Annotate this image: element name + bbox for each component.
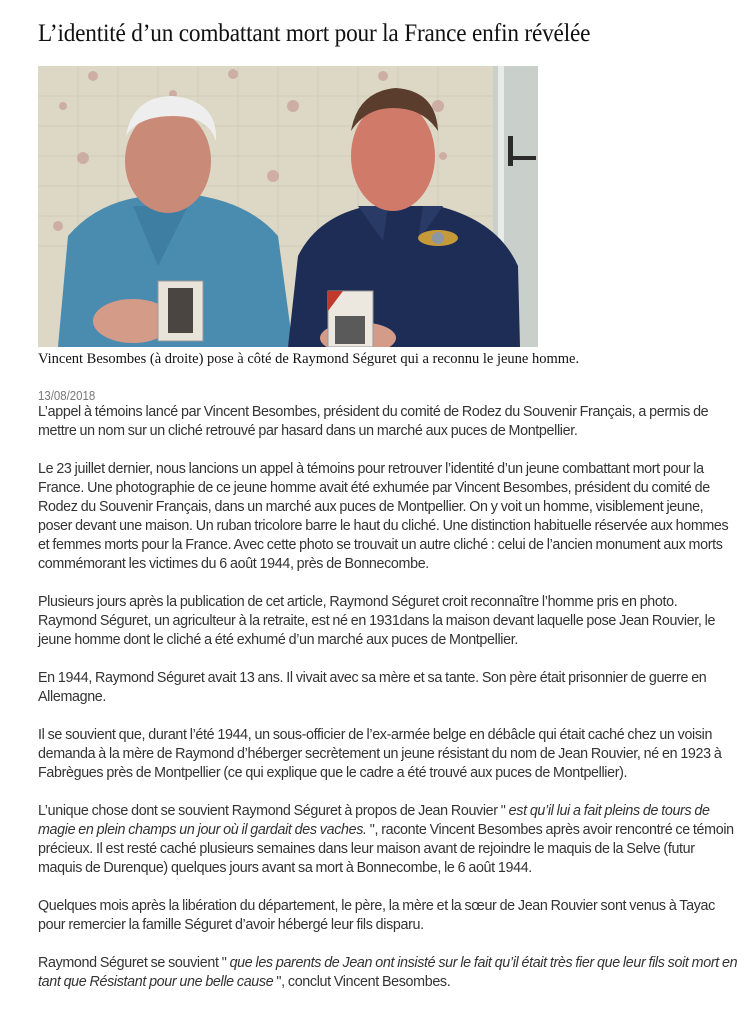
publish-date: 13/08/2018 [38,388,96,403]
paragraph: Il se souvient que, durant l’été 1944, un sous-officier de l’ex-armée belge en débâcle qui était caché chez un voisin demanda à la mère de Raymond d’héberger secrètement un jeune résistant du nom de Jean Rouvier, né en 1923 à Fabrègues près de Montpellier (ce qui explique que le cadre a été trouvé aux puces de Montpellier). [38,727,722,781]
paragraph: Le 23 juillet dernier, nous lancions un appel à témoins pour retrouver l’identité d’un jeune combattant mort pour la France. Une photographie de ce jeune homme avait été exhumée par Vincent Besombes, président du comité de Rodez du Souvenir Français, dans un marché aux puces de Montpellier. On y voit un homme, visiblement jeune, poser devant une maison. Un ruban tricolore barre le haut du cliché. Une distinction habituelle réservée aux hommes et femmes morts pour la France. Avec cette photo se trouvait un autre cliché : celui de l’ancien monument aux morts commémorant les victimes du 6 août 1944, près de Bonnecombe. [38,461,729,572]
paragraph-text: Raymond Séguret se souvient " [38,955,230,971]
paragraph-text: ", raconte Vincent Besombes après avoir rencontré ce témoin précieux. Il est resté caché plusieurs semaines dans leur maison avant de rejoindre le maquis de la Selve (futur maquis de Durenque) quelques jours avant sa mort à Bonnecombe, le 6 août 1944. [38,822,734,876]
paragraph-text: L’unique chose dont se souvient Raymond Séguret à propos de Jean Rouvier " [38,803,509,819]
article-lead: L’appel à témoins lancé par Vincent Besombes, président du comité de Rodez du Souvenir Français, a permis de mettre un nom sur un cliché retrouvé par hasard dans un marché aux puces de Montpellier. [38,404,709,439]
photo-illustration [38,66,538,347]
paragraph: Quelques mois après la libération du département, le père, la mère et la sœur de Jean Rouvier sont venus à Tayac pour remercier la famille Séguret d’avoir hébergé leur fils disparu. [38,898,715,933]
quote: est qu’il lui a fait pleins de tours de magie en plein champs un jour où il gardait des vaches. [38,803,710,838]
paragraph-with-quote [38,802,738,878]
paragraph-with-quote [38,954,738,992]
paragraph: En 1944, Raymond Séguret avait 13 ans. Il vivait avec sa mère et sa tante. Son père était prisonnier de guerre en Allemagne. [38,670,707,705]
paragraph-text: ", conclut Vincent Besombes. [273,974,451,990]
paragraph: Plusieurs jours après la publication de cet article, Raymond Séguret croit reconnaître l’homme pris en photo. Raymond Séguret, un agriculteur à la retraite, est né en 1931dans la maison devant laquelle pose Jean Rouvier, le jeune homme dont le cliché a été exhumé d’un marché aux puces de Montpellier. [38,594,716,648]
article-title: L’identité d’un combattant mort pour la France enfin révélée [38,20,591,47]
article-body [38,403,738,1011]
article-photo [38,66,538,347]
quote: que les parents de Jean ont insisté sur le fait qu’il était très fier que leur fils soit mort en tant que Résistant pour une belle cause [38,955,738,990]
photo-caption: Vincent Besombes (à droite) pose à côté de Raymond Séguret qui a reconnu le jeune homme. [38,351,580,367]
